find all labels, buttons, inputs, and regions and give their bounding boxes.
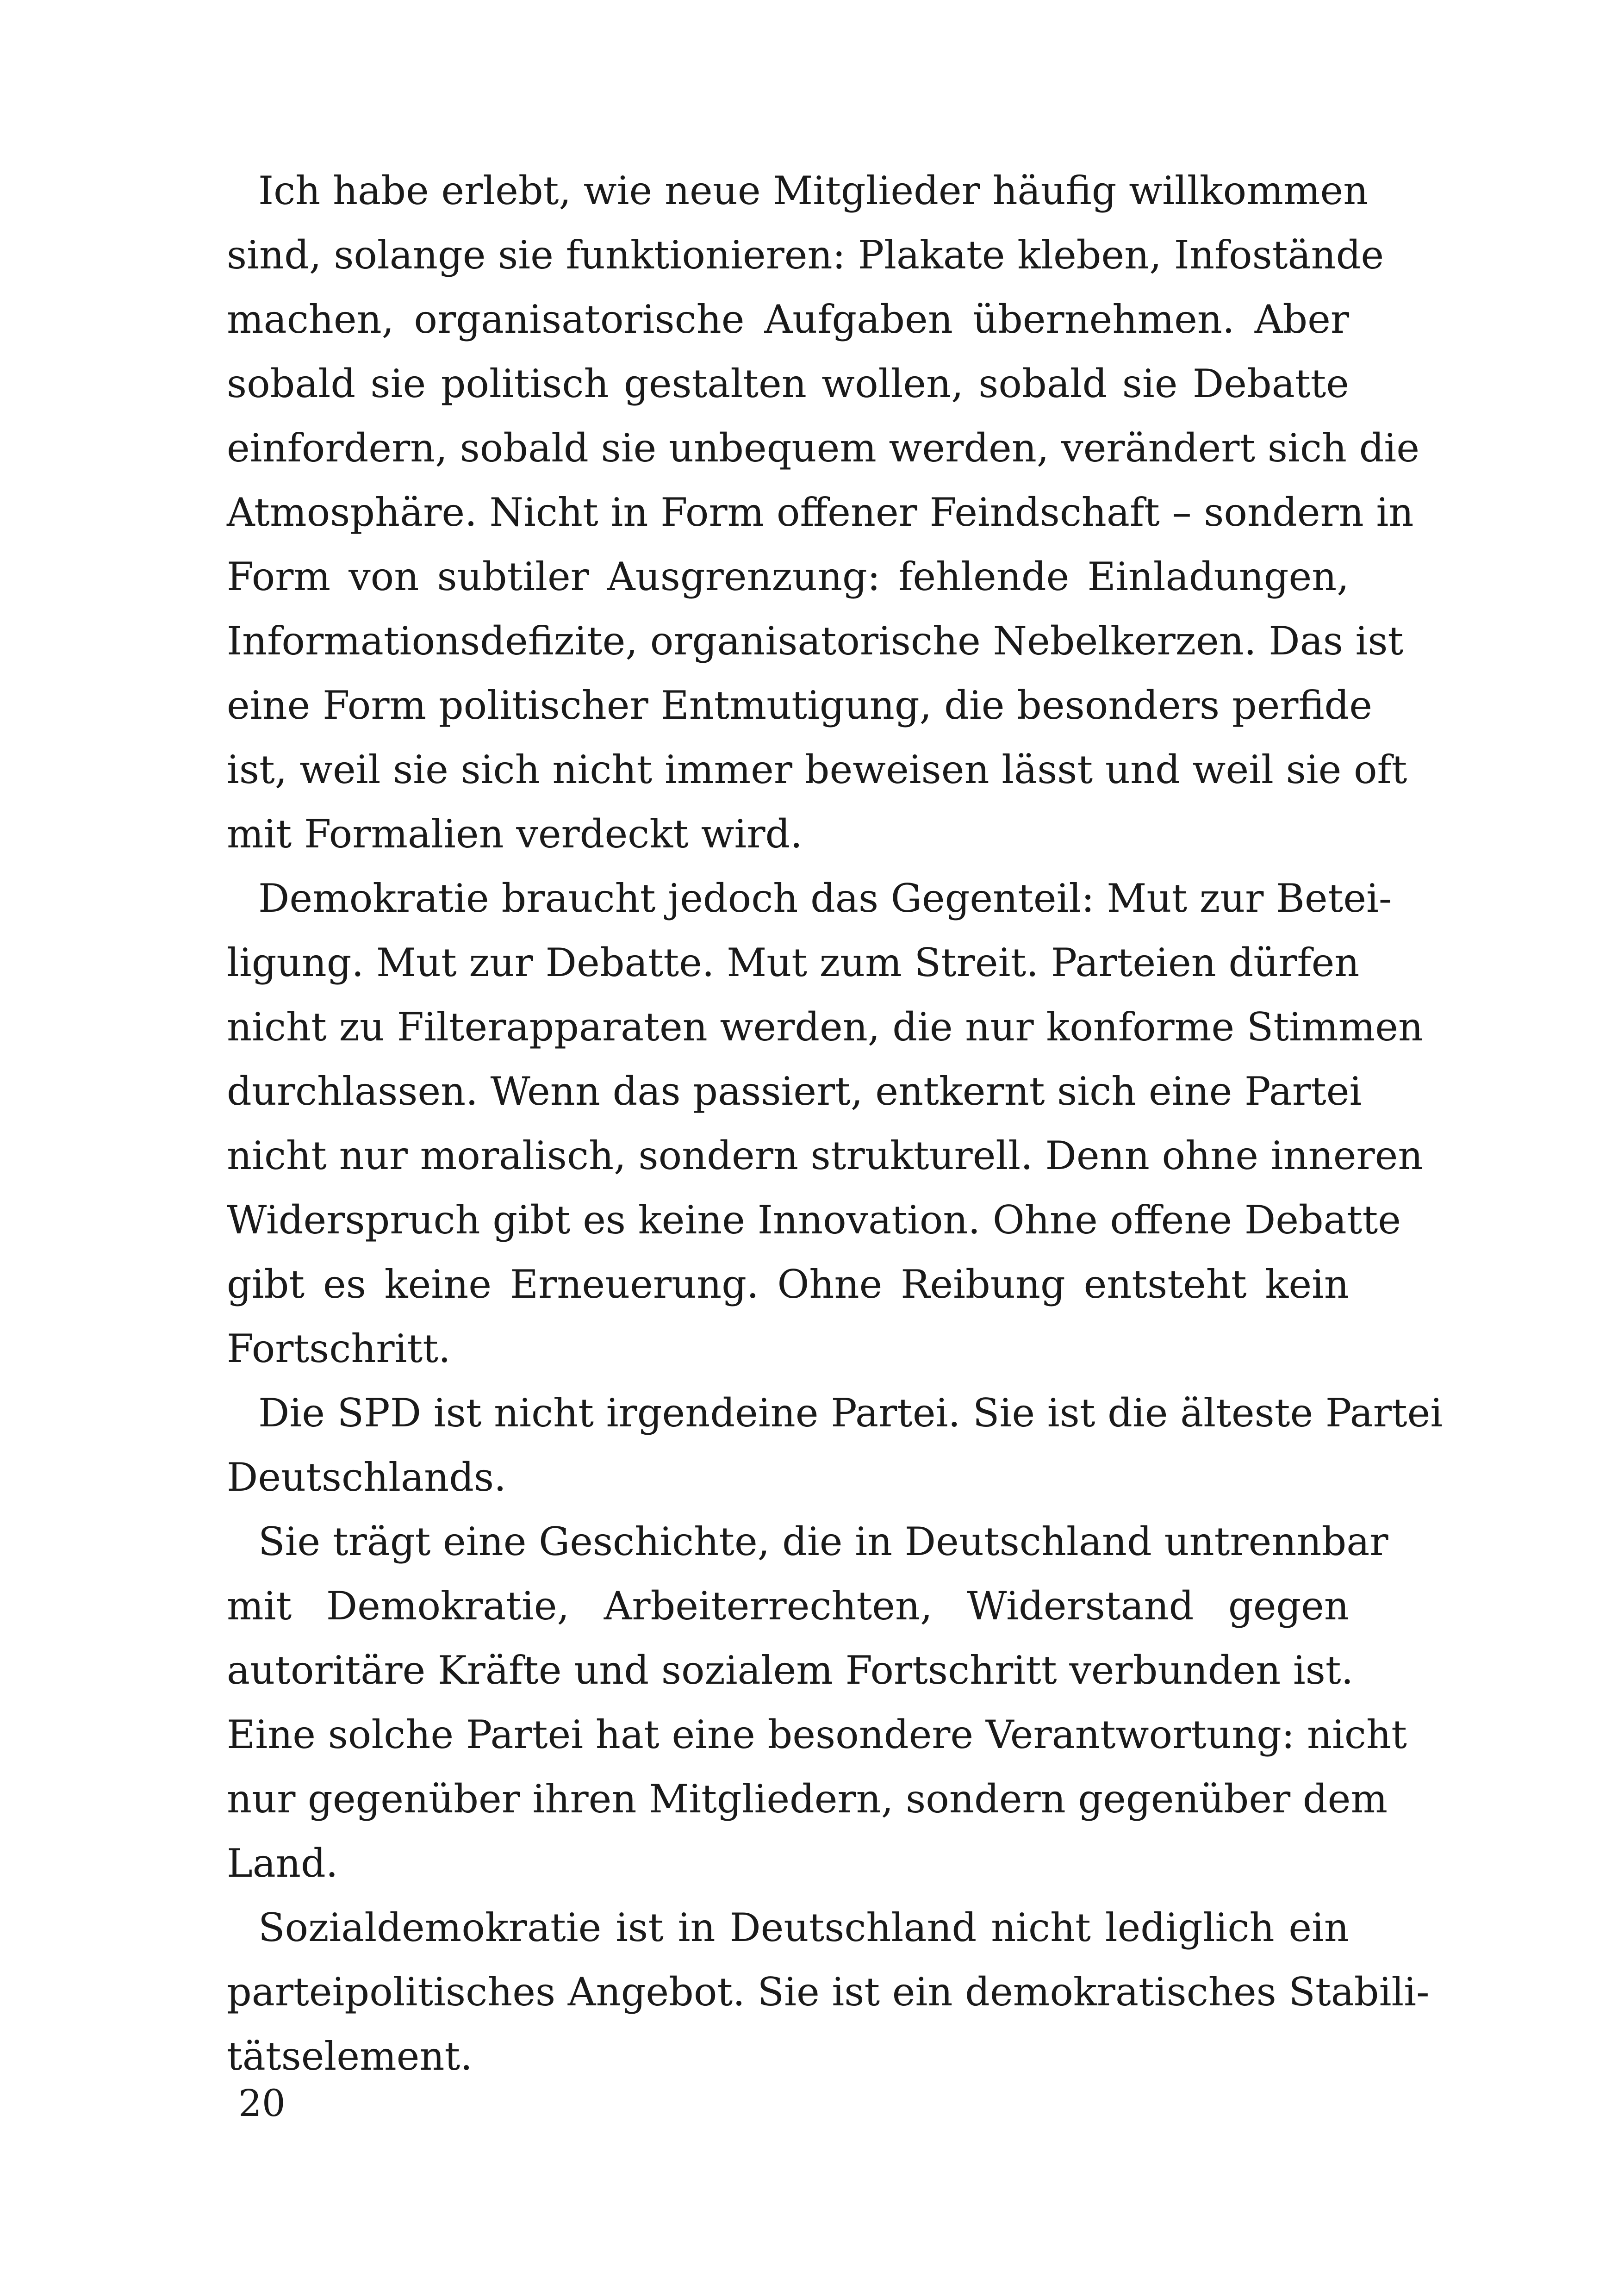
text-line: sobald sie politisch gestalten wollen, sobald sie Debatte (227, 361, 1349, 406)
text-line: sind, solange sie funktionieren: Plakate kleben, Infostände (227, 232, 1384, 278)
text-line: mit Formalien verdeckt wird. (227, 811, 803, 857)
text-line: durchlassen. Wenn das passiert, entkernt sich eine Partei (227, 1069, 1362, 1114)
text-line: Demokratie braucht jedoch das Gegenteil: Mut zur Betei- (258, 876, 1392, 921)
text-line: Deutschlands. (227, 1455, 506, 1500)
text-line: ligung. Mut zur Debatte. Mut zum Streit. Parteien dürfen (227, 940, 1360, 985)
text-line: Eine solche Partei hat eine besondere Verantwortung: nicht (227, 1712, 1407, 1757)
text-line: tätselement. (227, 2034, 473, 2079)
text-line: eine Form politischer Entmutigung, die besonders perfide (227, 683, 1372, 728)
text-line: Sie trägt eine Geschichte, die in Deutschland untrennbar (258, 1519, 1388, 1564)
text-line: nicht zu Filterapparaten werden, die nur konforme Stimmen (227, 1004, 1424, 1050)
text-line: Die SPD ist nicht irgendeine Partei. Sie ist die älteste Partei (258, 1390, 1443, 1436)
text-line: Informationsdefizite, organisatorische Nebelkerzen. Das ist (227, 618, 1404, 664)
text-line: Ich habe erlebt, wie neue Mitglieder häufig willkommen (258, 168, 1369, 213)
text-line: Atmosphäre. Nicht in Form offener Feindschaft – sondern in (227, 490, 1414, 535)
text-line: mit Demokratie, Arbeiterrechten, Widerstand gegen (227, 1583, 1349, 1629)
text-line: autoritäre Kräfte und sozialem Fortschritt verbunden ist. (227, 1648, 1354, 1693)
text-line: nur gegenüber ihren Mitgliedern, sondern gegenüber dem (227, 1776, 1388, 1822)
text-line: gibt es keine Erneuerung. Ohne Reibung entsteht kein (227, 1262, 1349, 1307)
text-line: Widerspruch gibt es keine Innovation. Ohne offene Debatte (227, 1197, 1401, 1243)
text-line: Land. (227, 1841, 338, 1886)
text-line: ist, weil sie sich nicht immer beweisen lässt und weil sie oft (227, 747, 1407, 792)
text-line: einfordern, sobald sie unbequem werden, verändert sich die (227, 425, 1420, 471)
text-line: Fortschritt. (227, 1326, 451, 1371)
text-line: machen, organisatorische Aufgaben übernehmen. Aber (227, 297, 1349, 342)
text-line: parteipolitisches Angebot. Sie ist ein demokratisches Stabili- (227, 1969, 1430, 2015)
text-line: nicht nur moralisch, sondern strukturell. Denn ohne inneren (227, 1133, 1423, 1178)
text-line: Sozialdemokratie ist in Deutschland nicht lediglich ein (258, 1905, 1349, 1950)
text-line: Form von subtiler Ausgrenzung: fehlende Einladungen, (227, 554, 1349, 599)
page-number: 20 (238, 2082, 286, 2125)
